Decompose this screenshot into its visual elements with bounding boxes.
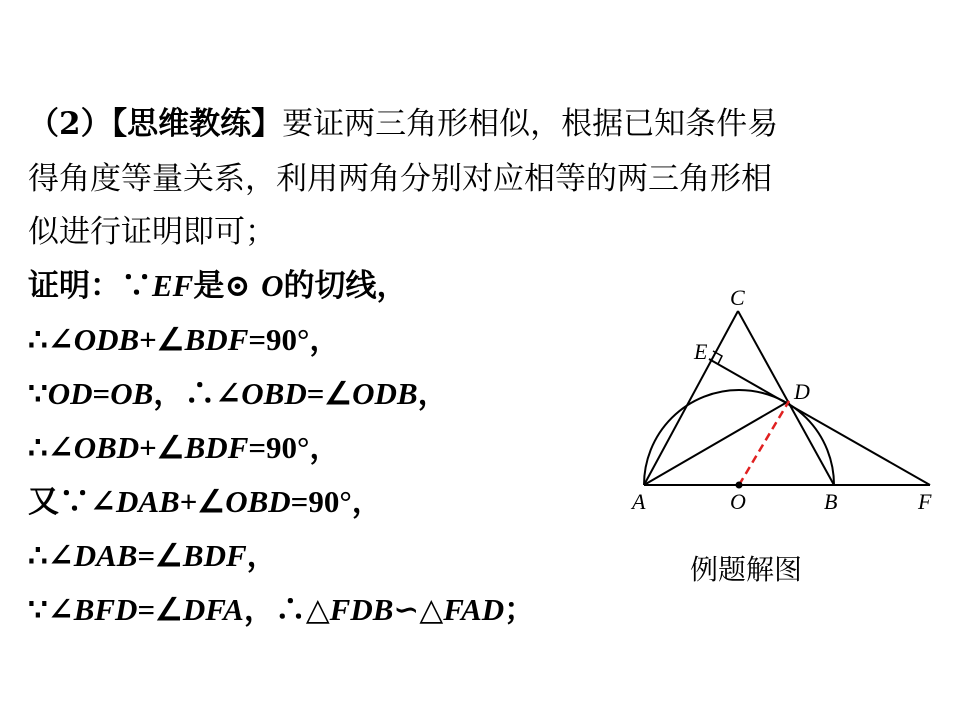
line-EF — [709, 359, 930, 485]
proof-line-1 — [28, 268, 408, 304]
proof-seg: 是⊙ — [193, 268, 251, 304]
proof-seg: =90°， — [248, 430, 341, 465]
proof-seg: O — [261, 268, 284, 303]
geometry-figure — [620, 285, 950, 525]
label-A: A — [632, 489, 646, 514]
proof-seg: ， — [417, 376, 449, 412]
text-line-2 — [28, 161, 772, 197]
proof-seg: EF — [152, 268, 194, 303]
proof-seg: DFA — [182, 592, 244, 627]
proof-seg: ， — [246, 538, 278, 574]
proof-seg: +∠ — [139, 430, 185, 465]
label-D: D — [794, 379, 810, 404]
proof-seg: ODB — [73, 322, 140, 357]
label-B: B — [824, 489, 838, 514]
label-F: F — [918, 489, 932, 514]
proof-seg: OBD — [241, 376, 307, 411]
text-line-3 — [28, 214, 276, 250]
proof-line-2 — [28, 322, 340, 358]
proof-seg: DAB — [115, 484, 180, 519]
proof-seg: OBD — [225, 484, 291, 519]
semicircle-arc — [644, 390, 834, 485]
label-C: C — [730, 285, 745, 310]
proof-seg: ∴∠ — [28, 322, 74, 358]
proof-line-5 — [28, 484, 383, 520]
proof-seg: =∠ — [137, 538, 183, 573]
proof-seg: 又∵∠ — [28, 484, 116, 520]
proof-seg: =∠ — [306, 376, 353, 411]
proof-seg: ，∴∠ — [153, 376, 242, 412]
item-number: （2） — [28, 106, 112, 142]
proof-seg: ODB — [352, 376, 418, 411]
label-O: O — [730, 489, 746, 514]
hint-text-end: 似进行证明即可； — [28, 214, 276, 250]
proof-seg: =90°， — [248, 322, 341, 357]
proof-seg: ∵ — [28, 376, 48, 412]
thinking-coach-tag: 【思维教练】 — [111, 106, 283, 142]
proof-seg: BDF — [184, 430, 249, 465]
proof-seg: OD — [47, 376, 93, 411]
proof-line-6 — [28, 538, 278, 574]
proof-seg: FDB — [329, 592, 394, 627]
proof-seg: +∠ — [179, 484, 226, 519]
proof-seg: BDF — [184, 322, 249, 357]
proof-seg: 证明：∵ — [28, 268, 152, 304]
proof-seg: = — [92, 376, 111, 411]
proof-seg: ，∴△ — [243, 592, 330, 628]
proof-seg: OB — [110, 376, 154, 411]
proof-seg: ； — [504, 592, 536, 628]
proof-seg: =90°， — [290, 484, 383, 519]
proof-seg: OBD — [73, 430, 140, 465]
label-E: E — [694, 339, 708, 364]
proof-seg: ∽△ — [393, 592, 444, 628]
proof-seg: =∠ — [137, 592, 183, 627]
proof-line-4 — [28, 430, 340, 466]
center-point-O — [736, 482, 743, 489]
hint-text: 要证两三角形相似，根据已知条件易 — [282, 106, 779, 142]
line-CB — [738, 311, 834, 485]
proof-seg: ∴∠ — [28, 538, 74, 574]
proof-seg: BDF — [182, 538, 247, 573]
proof-seg: ∵∠ — [28, 592, 74, 628]
proof-seg: BFD — [73, 592, 138, 627]
proof-seg: DAB — [73, 538, 138, 573]
proof-line-7 — [28, 592, 535, 628]
hint-text-cont: 得角度等量关系，利用两角分别对应相等的两三角形相 — [28, 161, 772, 197]
line-OD-dashed — [739, 401, 789, 485]
proof-seg: 的切线， — [283, 268, 408, 304]
text-line-1 — [28, 106, 778, 142]
proof-seg: ∴∠ — [28, 430, 74, 466]
proof-seg: FAD — [443, 592, 505, 627]
proof-seg: +∠ — [139, 322, 185, 357]
figure-caption: 例题解图 — [690, 553, 803, 586]
proof-line-3 — [28, 376, 449, 412]
